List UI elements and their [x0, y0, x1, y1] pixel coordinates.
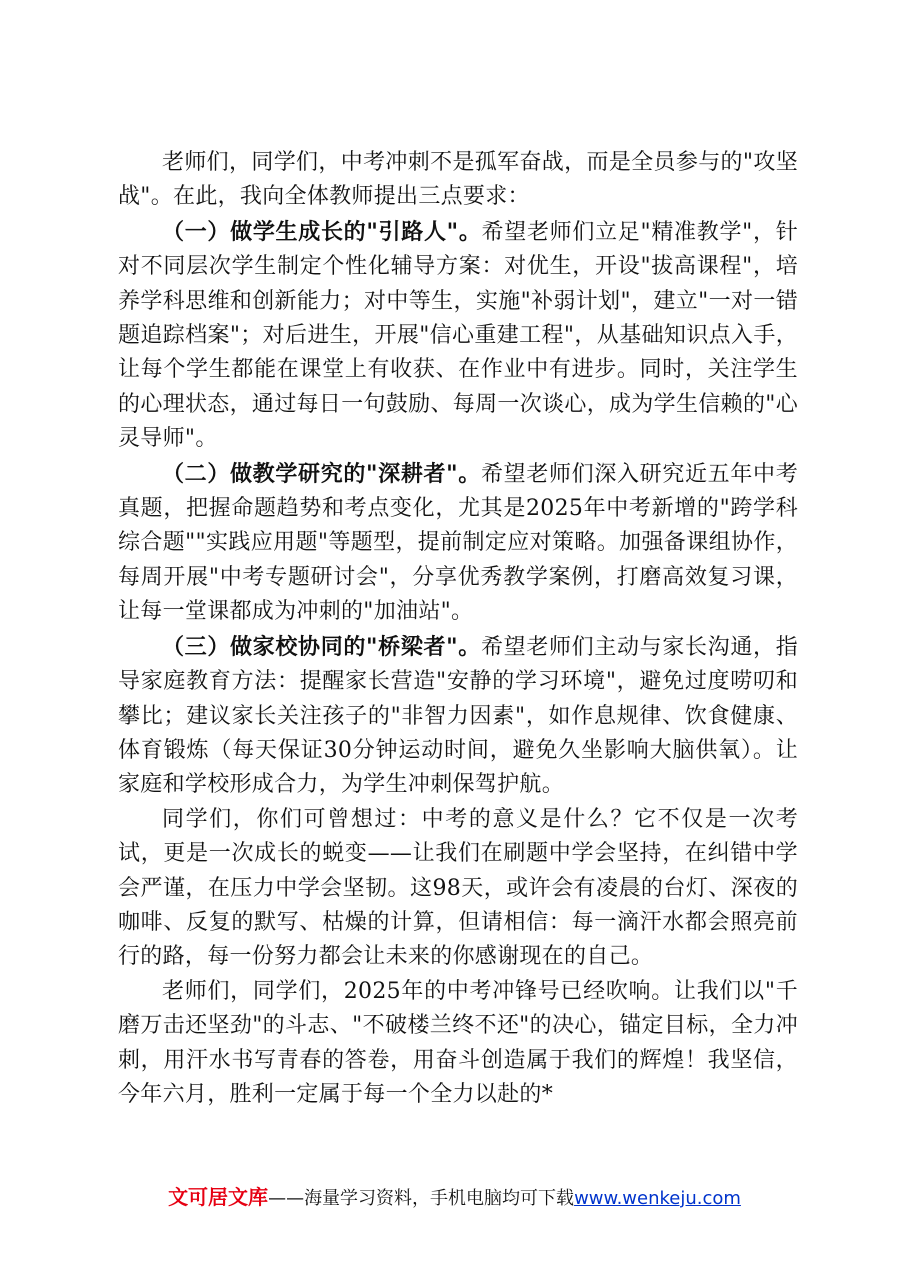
paragraph-students	[118, 803, 798, 975]
paragraph-text: 希望老师们立足"精准教学"，针对不同层次学生制定个性化辅导方案：对优生，开设"拔高课程"，培养学科思维和创新能力；对中等生，实施"补弱计划"，建立"一对一错题追踪档案"；对后进生，开展"信心重建工程"，从基础知识点入手，让每个学生都能在课堂上有收获、在作业中有进步。同时，关注学生的心理状态，通过每日一句鼓励、每周一次谈心，成为学生信赖的"心灵导师"。	[118, 219, 798, 452]
paragraph-heading: （二）做教学研究的"深耕者"。	[162, 460, 481, 487]
paragraph-text: 老师们，同学们，中考冲刺不是孤军奋战，而是全员参与的"攻坚战"。在此，我向全体教师提出三点要求：	[118, 150, 798, 210]
paragraph-heading: （三）做家校协同的"桥梁者"。	[162, 633, 481, 660]
paragraph-requirement-3	[118, 630, 798, 803]
paragraph-intro	[118, 146, 798, 215]
paragraph-heading: （一）做学生成长的"引路人"。	[162, 218, 482, 245]
paragraph-text: 希望老师们主动与家长沟通，指导家庭教育方法：提醒家长营造"安静的学习环境"，避免过度唠叨和攀比；建议家长关注孩子的"非智力因素"，如作息规律、饮食健康、体育锻炼（每天保证30分钟运动时间，避免久坐影响大脑供氧）。让家庭和学校形成合力，为学生冲刺保驾护航。	[118, 634, 798, 798]
paragraph-requirement-1	[118, 215, 798, 457]
paragraph-closing	[118, 975, 798, 1113]
footer-site-link[interactable]: www.wenkeju.com	[574, 1188, 741, 1209]
paragraph-text: 老师们，同学们，2025年的中考冲锋号已经吹响。让我们以"千磨万击还坚劲"的斗志、"不破楼兰终不还"的决心，锚定目标，全力冲刺，用汗水书写青春的答卷，用奋斗创造属于我们的辉煌！我坚信，今年六月，胜利一定属于每一个全力以赴的*	[118, 978, 798, 1107]
paragraph-requirement-2	[118, 457, 798, 630]
paragraph-text: 同学们，你们可曾想过：中考的意义是什么？它不仅是一次考试，更是一次成长的蜕变——让我们在刷题中学会坚持，在纠错中学会严谨，在压力中学会坚韧。这98天，或许会有凌晨的台灯、深夜的咖啡、反复的默写、枯燥的计算，但请相信：每一滴汗水都会照亮前行的路，每一份努力都会让未来的你感谢现在的自己。	[118, 806, 798, 970]
document-body	[118, 146, 798, 1112]
paragraph-text: 希望老师们深入研究近五年中考真题，把握命题趋势和考点变化，尤其是2025年中考新增的"跨学科综合题""实践应用题"等题型，提前制定应对策略。加强备课组协作，每周开展"中考专题研讨会"，分享优秀教学案例，打磨高效复习课，让每一堂课都成为冲刺的"加油站"。	[118, 461, 798, 625]
footer-watermark	[0, 1183, 909, 1213]
footer-brand: 文可居文库	[168, 1185, 269, 1209]
footer-tagline: ——海量学习资料，手机电脑均可下载	[268, 1188, 575, 1209]
